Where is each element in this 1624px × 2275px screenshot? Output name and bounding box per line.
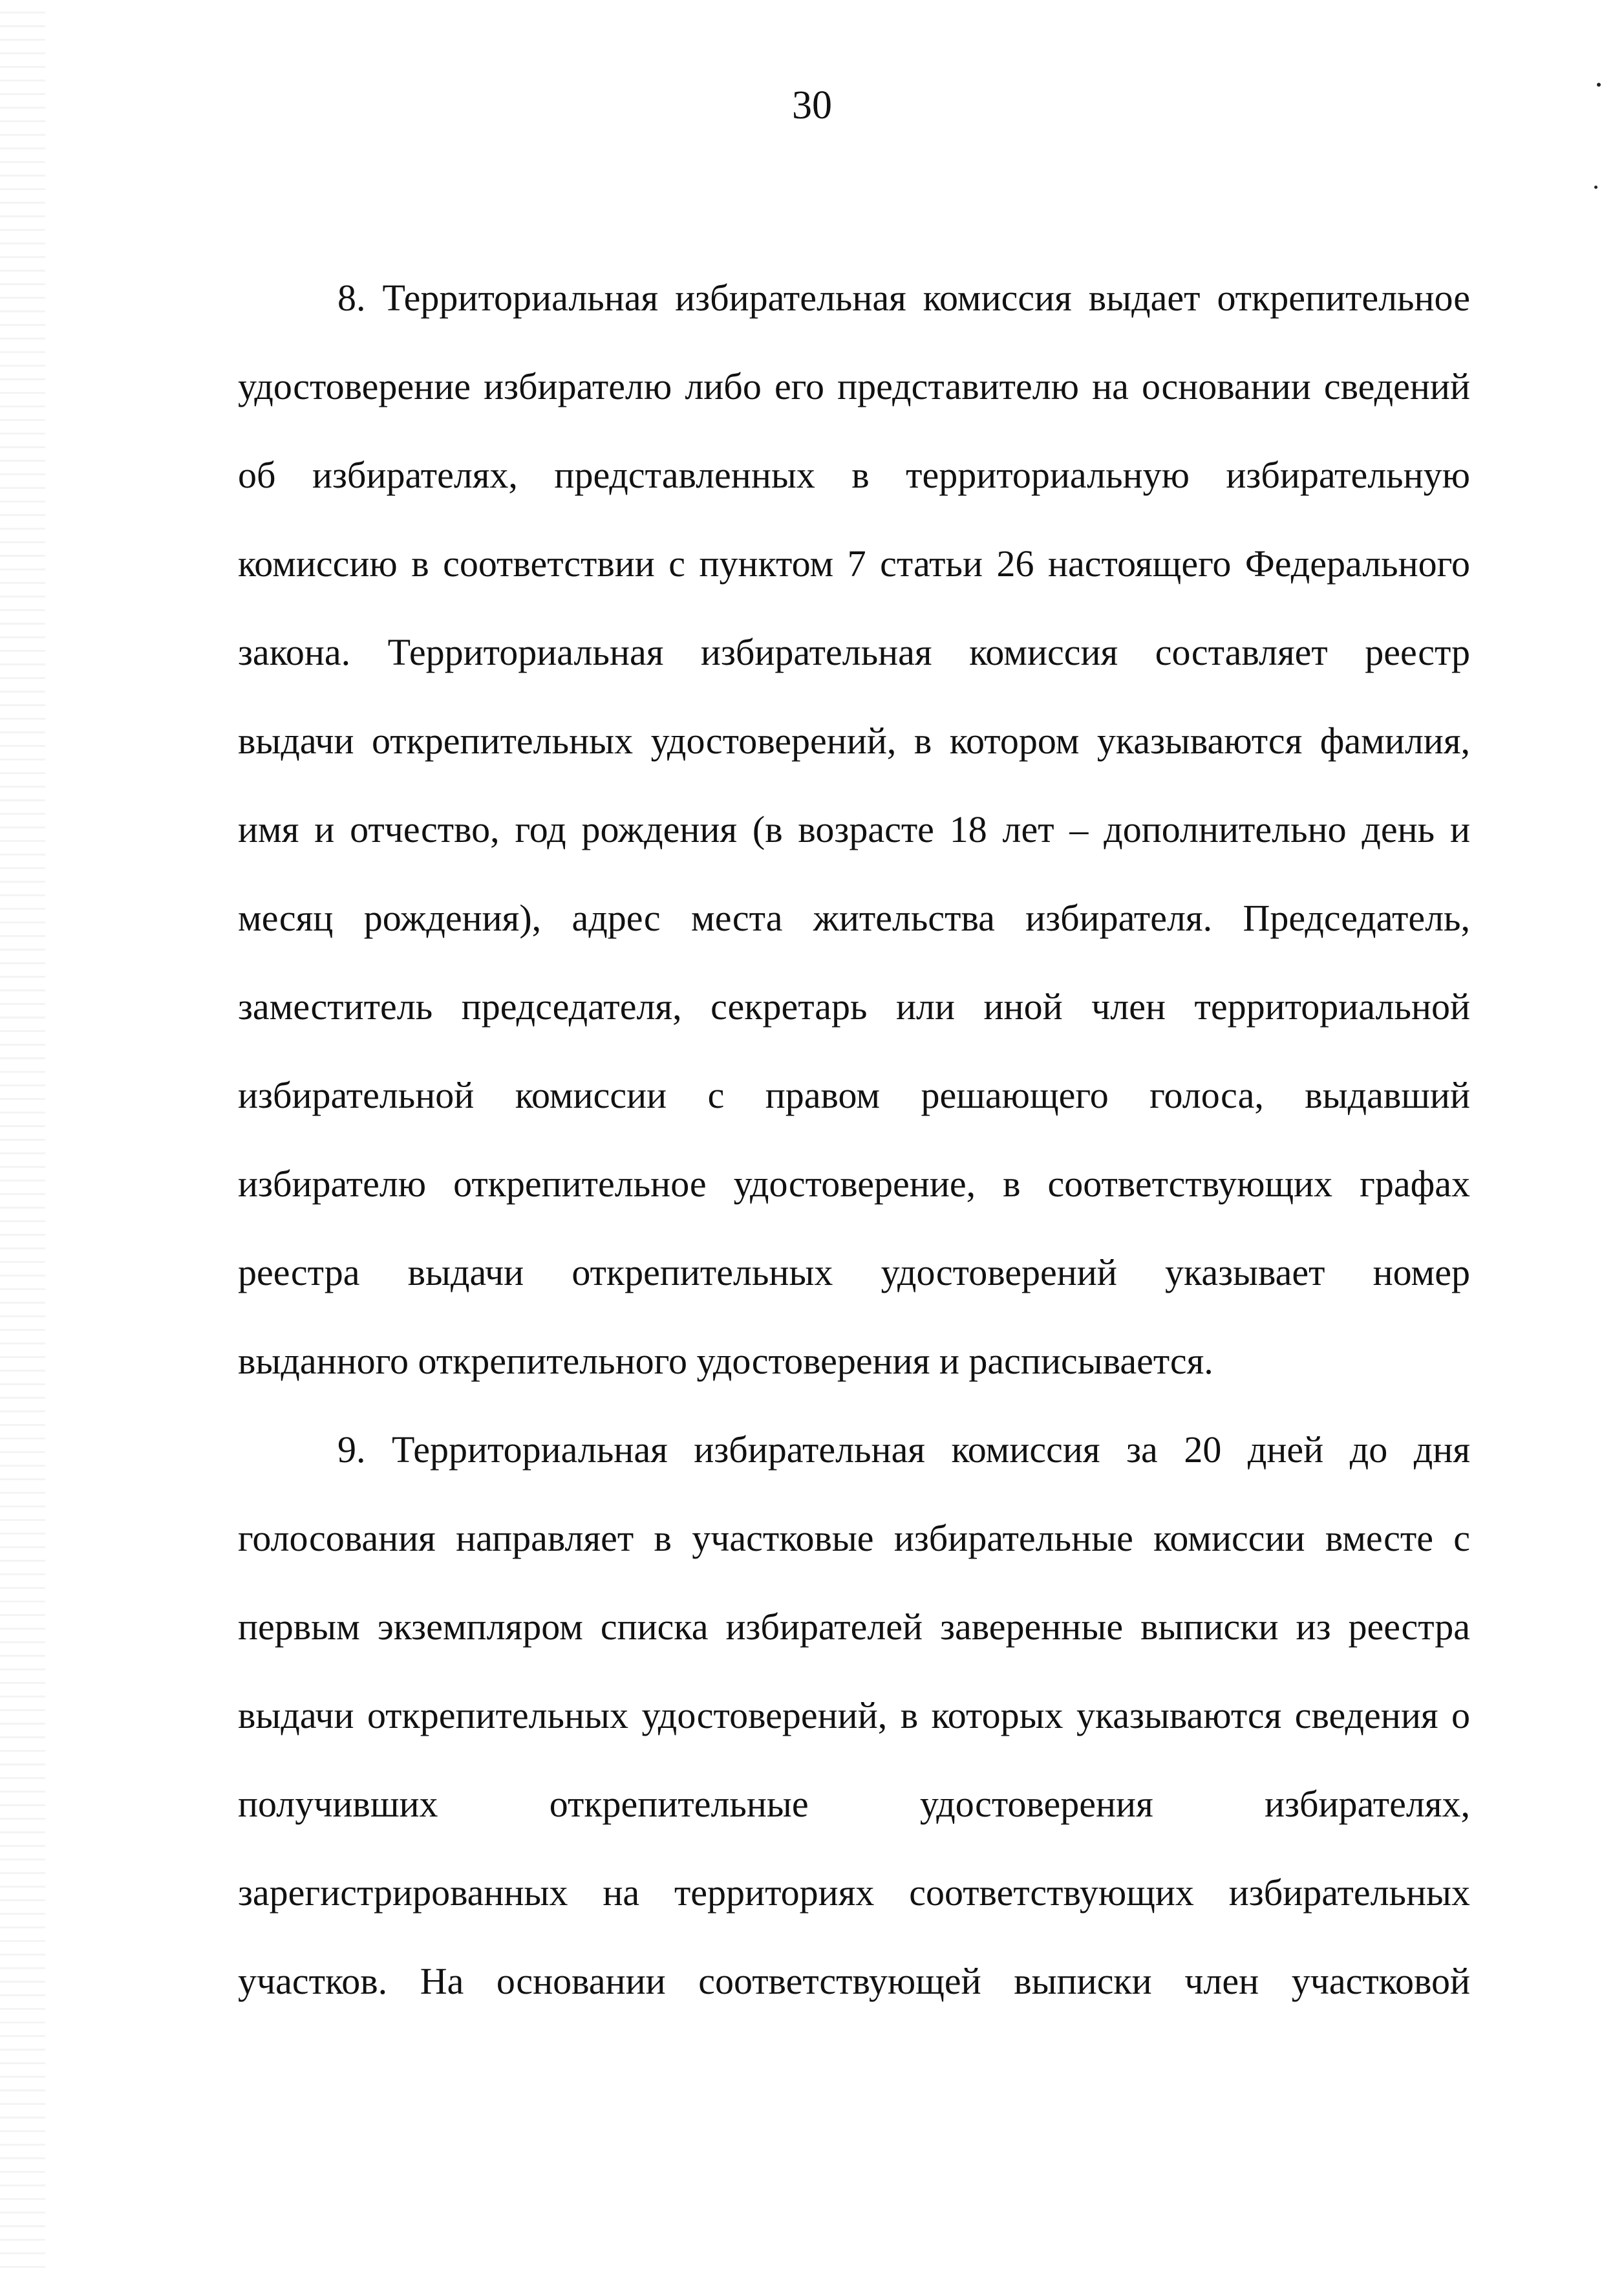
text-line: избирательной комиссии с правом решающего голоса, выдавший — [238, 1074, 1470, 1116]
paragraph-8 — [238, 253, 1470, 1405]
text-line: выдачи открепительных удостоверений, в котором указываются фамилия, — [238, 720, 1470, 762]
text-line: получивших открепительные удостоверения избирателях, — [238, 1783, 1470, 1825]
text-line: голосования направляет в участковые избирательные комиссии вместе с — [238, 1517, 1470, 1559]
text-line: реестра выдачи открепительных удостоверений указывает номер — [238, 1251, 1470, 1293]
text-line: выдачи открепительных удостоверений, в которых указываются сведения о — [238, 1694, 1470, 1736]
paragraph-9 — [238, 1405, 1470, 2025]
text-line: выданного открепительного удостоверения и расписывается. — [238, 1340, 1213, 1382]
text-line: об избирателях, представленных в территориальную избирательную — [238, 454, 1470, 496]
text-line: заместитель председателя, секретарь или иной член территориальной — [238, 986, 1470, 1028]
text-line: 9. Территориальная избирательная комиссия за 20 дней до дня — [337, 1429, 1470, 1471]
text-line: избирателю открепительное удостоверение, в соответствующих графах — [238, 1163, 1470, 1205]
scan-left-edge-noise — [0, 0, 45, 2275]
text-line: имя и отчество, год рождения (в возрасте 18 лет – дополнительно день и — [238, 808, 1470, 850]
text-line: 8. Территориальная избирательная комиссия выдает открепительное — [337, 277, 1470, 319]
document-body — [238, 253, 1470, 2025]
text-line: зарегистрированных на территориях соответствующих избирательных — [238, 1871, 1470, 1914]
text-line: первым экземпляром списка избирателей заверенные выписки из реестра — [238, 1606, 1470, 1648]
text-line: закона. Территориальная избирательная комиссия составляет реестр — [238, 631, 1470, 673]
text-line: комиссию в соответствии с пунктом 7 статьи 26 настоящего Федерального — [238, 543, 1470, 585]
scan-speck — [1594, 186, 1597, 189]
text-line: месяц рождения), адрес места жительства избирателя. Председатель, — [238, 897, 1470, 939]
text-line: удостоверение избирателю либо его представителю на основании сведений — [238, 365, 1470, 407]
text-line: участков. На основании соответствующей выписки член участковой — [238, 1960, 1470, 2002]
page-number: 30 — [792, 83, 832, 127]
